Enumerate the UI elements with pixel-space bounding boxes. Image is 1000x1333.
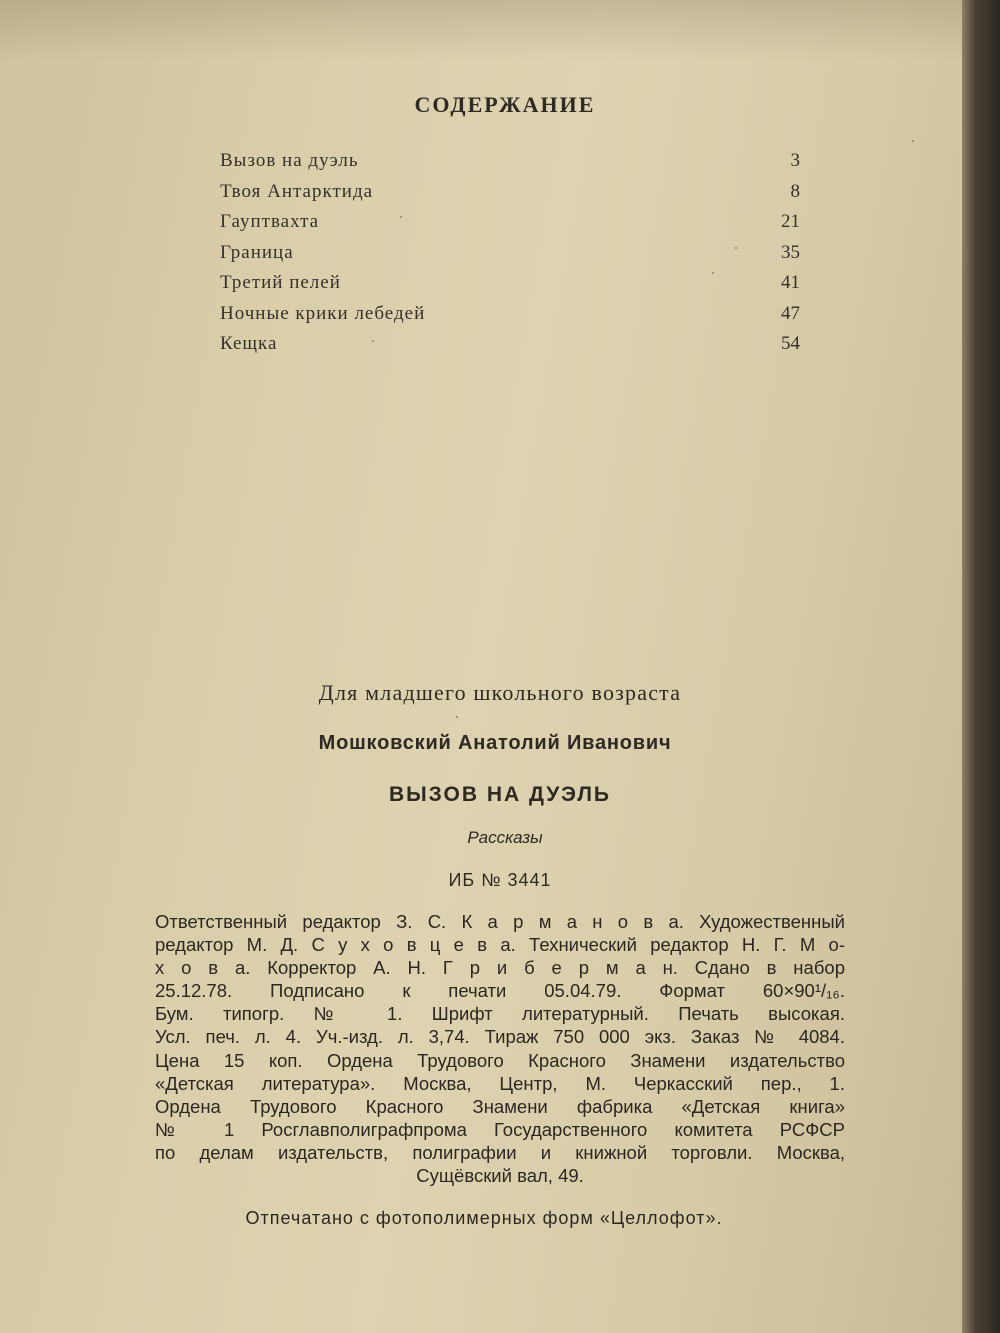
audience-note: Для младшего школьного возраста [318, 680, 682, 705]
toc-entry-title: Твоя Антарктида [220, 180, 374, 202]
author-name: Мошковский Анатолий Иванович [318, 732, 672, 754]
imprint-block [155, 910, 845, 1187]
toc-entry-title: Граница [220, 241, 294, 263]
toc-entry [220, 242, 800, 270]
toc-entry [220, 181, 800, 209]
toc-entry-page: 54 [781, 333, 800, 354]
genre-label: Рассказы [467, 828, 543, 847]
paper-speck [400, 216, 402, 218]
paper-speck [712, 272, 714, 274]
imprint-line: № 1 Росглавполиграфпрома Государственного комитета РСФСР [155, 1118, 845, 1140]
toc-entry-page: 21 [781, 211, 800, 232]
imprint-line: Сущёвский вал, 49. [416, 1165, 584, 1187]
paper-speck [912, 140, 914, 142]
imprint-line: 25.12.78. Подписано к печати 05.04.79. Формат 60×90¹/₁₆. [155, 980, 845, 1002]
toc-entry-title: Кещка [220, 333, 278, 354]
imprint-line: Бум. типогр. № 1. Шрифт литературный. Печать высокая. [155, 1003, 845, 1025]
imprint-line: редактор М. Д. С у х о в ц е в а. Технический редактор Н. Г. М о- [155, 934, 845, 956]
imprint-line: по делам издательств, полиграфии и книжной торговли. Москва, [155, 1141, 845, 1163]
table-of-contents [220, 150, 800, 364]
toc-entry [220, 333, 800, 361]
ib-number: ИБ № 3441 [448, 870, 552, 890]
toc-entry-title: Ночные крики лебедей [220, 302, 426, 324]
paper-speck [372, 340, 374, 342]
toc-entry-page: 35 [781, 241, 800, 263]
toc-entry [220, 211, 800, 239]
toc-entry-page: 47 [781, 302, 800, 324]
toc-entry [220, 303, 800, 331]
imprint-line: Цена 15 коп. Ордена Трудового Красного Знамени издательство [155, 1049, 845, 1071]
toc-entry-page: 3 [790, 150, 800, 171]
toc-entry-title: Гауптвахта [220, 211, 320, 232]
imprint-line: «Детская литература». Москва, Центр, М. Черкасский пер., 1. [155, 1072, 845, 1094]
toc-entry-title: Третий пелей [220, 272, 341, 293]
imprint-line: Ответственный редактор З. С. К а р м а н о в а. Художественный [155, 911, 845, 932]
toc-entry [220, 150, 800, 178]
book-spine-edge [962, 0, 1000, 1333]
page-shadow [0, 0, 968, 60]
toc-entry [220, 272, 800, 300]
imprint-line: Усл. печ. л. 4. Уч.-изд. л. 3,74. Тираж 750 000 экз. Заказ № 4084. [155, 1026, 845, 1048]
imprint-line: х о в а. Корректор А. Н. Г р и б е р м а н. Сдано в набор [155, 957, 845, 979]
toc-entry-page: 41 [781, 272, 800, 293]
paper-speck [456, 716, 458, 718]
toc-heading: СОДЕРЖАНИЕ [414, 92, 596, 117]
imprint-line: Ордена Трудового Красного Знамени фабрика «Детская книга» [155, 1095, 845, 1117]
book-title: ВЫЗОВ НА ДУЭЛЬ [388, 783, 612, 806]
printing-note: Отпечатано с фотополимерных форм «Целлофот». [245, 1208, 723, 1228]
toc-entry-title: Вызов на дуэль [220, 150, 359, 171]
toc-entry-page: 8 [790, 180, 800, 202]
paper-speck [735, 247, 737, 249]
